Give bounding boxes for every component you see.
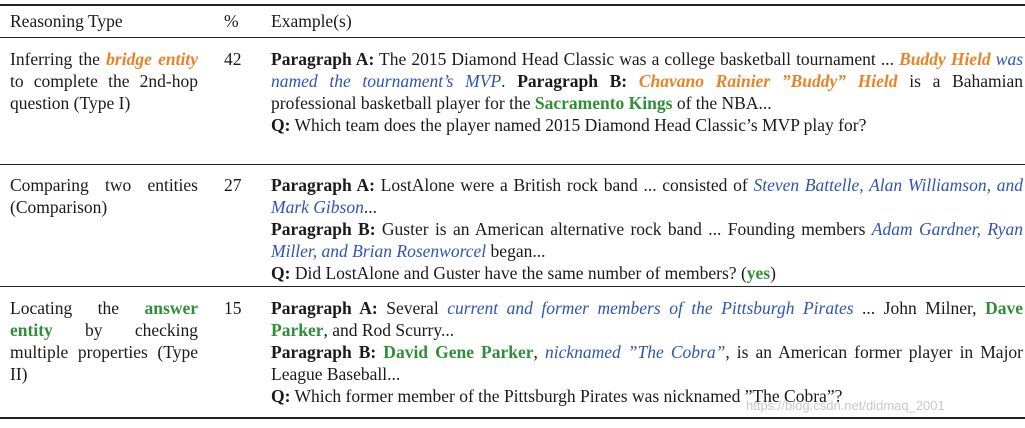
- paragraph-b-label: Paragraph B:: [271, 342, 377, 362]
- answer-entity-term: answer entity: [10, 298, 198, 340]
- header-examples: Example(s): [271, 11, 352, 31]
- header-reasoning-type: Reasoning Type: [10, 11, 123, 31]
- row-3-reasoning-type: Locating the answer entity by checking multiple properties (Type II): [10, 298, 198, 384]
- row-1-reasoning-type: Inferring the bridge entity to complete the 2nd-hop question (Type I): [10, 49, 198, 113]
- paragraph-a-label: Paragraph A:: [271, 49, 375, 69]
- watermark: https://blog.csdn.net/didmaq_2001: [746, 398, 945, 413]
- row-1-example: Paragraph A: The 2015 Diamond Head Classic was a college basketball tournament ... Buddy Hield was named the tournament’s MVP. Paragraph B: Chavano Rainier ”Buddy” Hield is a Bahamian professional basketball player for the Sacramento Kings of the NBA... Q: Which team does the player named 2015 Diamond Head Classic’s MVP play for?: [271, 49, 1024, 135]
- green-answer: Sacramento Kings: [534, 93, 673, 113]
- header-percent: %: [224, 11, 239, 31]
- top-rule: [0, 4, 1025, 6]
- paragraph-a-label: Paragraph A:: [271, 175, 375, 195]
- header-rule: [0, 37, 1025, 38]
- paragraph-a-label: Paragraph A:: [271, 298, 378, 318]
- green-answer: Dave Parker: [271, 298, 1023, 340]
- bottom-rule: [0, 417, 1025, 419]
- question-label: Q:: [271, 263, 291, 283]
- blue-evidence: was named the tournament’s MVP: [271, 49, 1024, 91]
- blue-evidence: Steven Battelle, Alan Williamson, and Mark Gibson: [271, 175, 1023, 217]
- row-1-percent: 42: [224, 49, 242, 69]
- blue-evidence: current and former members of the Pittsburgh Pirates: [447, 298, 854, 318]
- row-rule-2: [0, 286, 1025, 287]
- orange-entity: Chavano Rainier ”Buddy” Hield: [638, 71, 898, 91]
- question-label: Q:: [271, 386, 291, 406]
- green-answer: David Gene Parker: [376, 342, 534, 362]
- bridge-entity-term: bridge entity: [106, 49, 198, 69]
- row-3-example: Paragraph A: Several current and former members of the Pittsburgh Pirates ... John Milner, Dave Parker, and Rod Scurry... Paragraph B: David Gene Parker, nicknamed ”The Cobra”, is an American former player in Major League Baseball... Q: Which former member of the Pittsburgh Pirates was nicknamed ”The Cobra”?: [271, 298, 1024, 406]
- row-2-percent: 27: [224, 175, 242, 195]
- paragraph-b-label: Paragraph B:: [517, 71, 628, 91]
- blue-evidence: nicknamed ”The Cobra”: [544, 342, 726, 362]
- question-label: Q:: [271, 115, 291, 135]
- blue-evidence: Adam Gardner, Ryan Miller, and Brian Rosenworcel: [271, 219, 1024, 261]
- row-rule-1: [0, 164, 1025, 165]
- orange-entity: Buddy Hield: [899, 49, 991, 69]
- green-answer: yes: [746, 263, 771, 283]
- row-3-percent: 15: [224, 298, 242, 318]
- row-2-reasoning-type: Comparing two entities (Comparison): [10, 175, 198, 217]
- paragraph-b-label: Paragraph B:: [271, 219, 376, 239]
- row-2-example: Paragraph A: LostAlone were a British rock band ... consisted of Steven Battelle, Alan Williamson, and Mark Gibson... Paragraph B: Guster is an American alternative rock band ... Founding members Adam Gardner, Ryan Miller, and Brian Rosenworcel began... Q: Did LostAlone and Guster have the same number of members? (yes): [271, 175, 1024, 283]
